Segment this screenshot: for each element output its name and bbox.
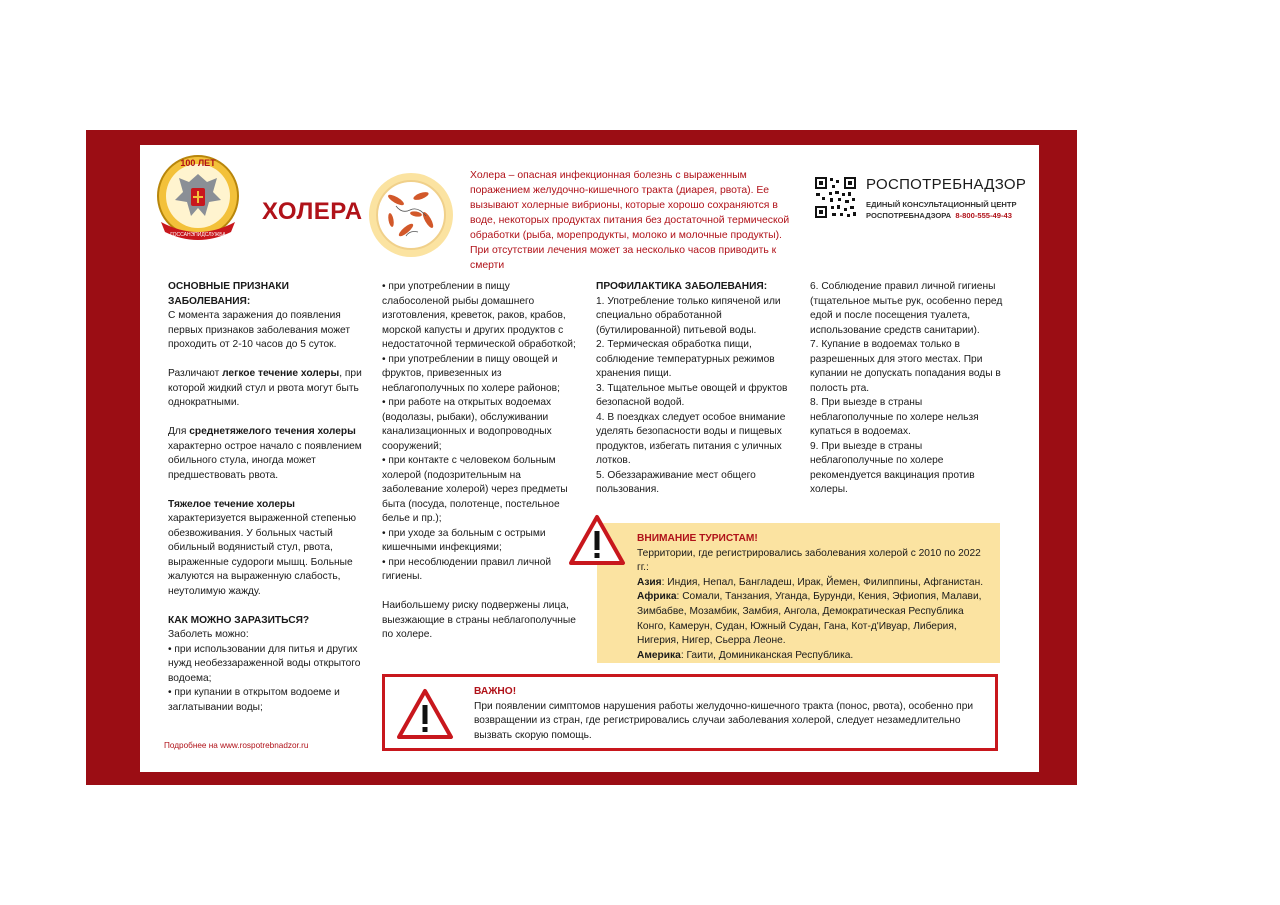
bacteria-icon xyxy=(366,170,456,260)
list-item: • при употреблении в пищу слабосоленой рыбы домашнего изготовления, креветок, раков, крабов, морской капусты и других продуктов с недостаточной термической обработкой; xyxy=(382,281,576,350)
list-item: • при использовании для питья и других нужд необеззараженной воды открытого водоема; xyxy=(168,643,361,684)
column-symptoms xyxy=(168,280,368,715)
list-item: 8. При выезде в страны неблагополучные по холере нельзя купаться в водоемах. xyxy=(810,397,979,437)
emblem-logo-icon xyxy=(155,152,241,244)
list-item: 2. Термическая обработка пищи, соблюдение температурных режимов хранения пищи. xyxy=(596,339,775,379)
important-body: При появлении симптомов нарушения работы желудочно-кишечного тракта (понос, рвота), особенно при возвращении из стран, где регистрировались случаи заболевания холерой, следует незамедлительно вызвать скорую помощь. xyxy=(474,700,974,741)
list-item: 7. Купание в водоемах только в разрешенных для этого местах. При купании не допускать попадания воды в полость рта. xyxy=(810,339,1001,394)
list-item: 6. Соблюдение правил личной гигиены (тщательное мытье рук, особенно перед едой и после посещения туалета, использование средств санитарии). xyxy=(810,281,1003,336)
footer-link[interactable]: Подробнее на www.rospotrebnadzor.ru xyxy=(164,741,309,750)
column-infection-ways xyxy=(382,280,578,643)
qr-code-icon[interactable] xyxy=(814,176,857,219)
important-title: ВАЖНО! xyxy=(474,686,517,697)
list-item: • при купании в открытом водоеме и заглатывании воды; xyxy=(168,687,340,713)
column-prevention-cont xyxy=(810,280,1006,498)
org-name: РОСПОТРЕБНАДЗОР xyxy=(866,176,1027,193)
logo-text: 100 ЛЕТ xyxy=(180,158,216,168)
moderate-course-text: Для среднетяжелого течения холеры характерно острое начало с появлением обильного стула, иногда может предшествовать рвота. xyxy=(168,426,362,481)
severe-course-text: Тяжелое течение холеры характеризуется выраженной степенью обезвоживания. У больных частый обильный водянистый стул, рвота, выраженные судороги мышц. Больные жалуются на выраженную слабость, неутолимую жажду. xyxy=(168,498,357,597)
tourist-warning-title: ВНИМАНИЕ ТУРИСТАМ! xyxy=(637,533,758,544)
tourist-warning-text xyxy=(637,532,993,663)
org-line-1: ЕДИНЫЙ КОНСУЛЬТАЦИОННЫЙ ЦЕНТР xyxy=(866,200,1017,209)
list-item: 5. Обеззараживание мест общего пользования. xyxy=(596,469,756,495)
risk-text: Наибольшему риску подвержены лица, выезжающие в страны неблагополучные по холере. xyxy=(382,600,576,640)
list-item: • при работе на открытых водоемах (водолазы, рыбаки), обслуживании канализационных и водопроводных сооружений; xyxy=(382,397,552,452)
column-prevention xyxy=(596,280,794,498)
warning-icon xyxy=(396,688,454,740)
list-item: • при употреблении в пищу овощей и фруктов, привезенных из неблагополучных по холере районов; xyxy=(382,353,560,394)
org-phone[interactable]: 8-800-555-49-43 xyxy=(955,211,1012,220)
region-asia: Азия: Индия, Непал, Бангладеш, Ирак, Йемен, Филиппины, Афганистан. xyxy=(637,576,984,588)
list-item: 3. Тщательное мытье овощей и фруктов безопасной водой. xyxy=(596,382,788,408)
list-item: • при уходе за больным с острыми кишечными инфекциями; xyxy=(382,527,546,553)
intro-text: Холера – опасная инфекционная болезнь с выраженным поражением желудочно-кишечного тракта (диарея, рвота). Ее вызывают холерные вибрионы, которые хорошо сохраняются в воде, некоторых продуктах питания без достаточной термической обработки (рыба, морепродукты, молоко и молочные продукты). При отсутствии лечения может за несколько часов приводить к смерти xyxy=(470,170,790,271)
list-item: 1. Употребление только кипяченой или специально обработанной (бутилированной) питьевой воды. xyxy=(596,295,781,336)
list-item: • при контакте с человеком больным холерой (подозрительным на заболевание холерой) через предметы быта (посуда, полотенце, постельное белье и пр.); xyxy=(382,455,568,524)
symptoms-heading: ОСНОВНЫЕ ПРИЗНАКИ ЗАБОЛЕВАНИЯ: xyxy=(168,281,289,307)
org-contact xyxy=(866,199,1017,221)
list-item: • при несоблюдении правил личной гигиены. xyxy=(382,556,552,582)
infection-intro: Заболеть можно: xyxy=(168,629,249,640)
tourist-warning-intro: Территории, где регистрировались заболевания холерой с 2010 по 2022 гг.: xyxy=(637,547,981,574)
list-item: 4. В поездках следует особое внимание уделять безопасности воды и пищевых продуктов, избегать питания с уличных лотков. xyxy=(596,411,786,466)
list-item: 9. При выезде в страны неблагополучные по холере рекомендуется вакцинация против холеры. xyxy=(810,440,975,495)
prevention-heading: ПРОФИЛАКТИКА ЗАБОЛЕВАНИЯ: xyxy=(596,281,768,292)
symptoms-text: С момента заражения до появления первых признаков заболевания может проходить от 2-10 часов до 5 суток. xyxy=(168,310,351,350)
warning-icon xyxy=(568,514,626,566)
important-text xyxy=(474,685,984,743)
region-america: Америка: Гаити, Доминиканская Республика. xyxy=(637,649,854,661)
org-line-2: РОСПОТРЕБНАДЗОРА xyxy=(866,211,952,220)
logo-ribbon-text: ГОССАНЭПИДСЛУЖБА xyxy=(170,232,226,238)
infection-heading: КАК МОЖНО ЗАРАЗИТЬСЯ? xyxy=(168,614,310,626)
mild-course-text: Различают легкое течение холеры, при которой жидкий стул и рвота могут быть однократными. xyxy=(168,368,362,408)
page-title: ХОЛЕРА xyxy=(262,198,363,225)
region-africa: Африка: Сомали, Танзания, Уганда, Бурунди, Кения, Эфиопия, Малави, Зимбабве, Мозамбик, Замбия, Ангола, Демократическая Республика Конго, Камерун, Судан, Южный Судан, Гана, Кот-д'Ивуар, Либерия, Нигерия, Нигер, Сьерра Леоне. xyxy=(637,591,982,647)
